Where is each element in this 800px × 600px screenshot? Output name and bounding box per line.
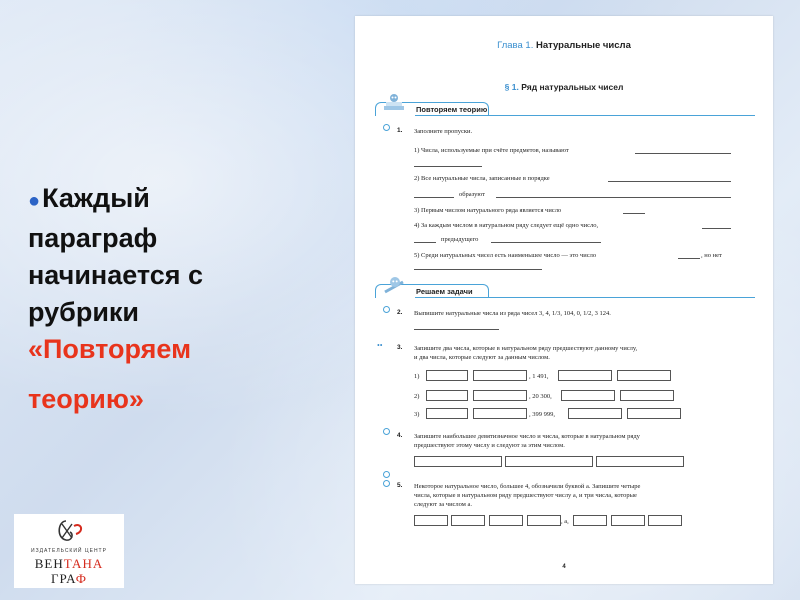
publisher-logo — [14, 514, 124, 588]
answer-box[interactable] — [617, 370, 671, 381]
task-1-line-5: 4) За каждым числом в натуральном ряду следует ещё одно число, — [414, 222, 599, 229]
logo-mark-icon — [52, 518, 86, 544]
owl-books-icon — [381, 92, 407, 114]
circle-marker-icon — [383, 124, 390, 131]
circle-marker-icon — [383, 471, 390, 478]
answer-box[interactable] — [611, 515, 645, 526]
task-3-row-1-value: , 1 491, — [529, 373, 549, 380]
bullet-text — [28, 180, 328, 418]
task-5-text-1: Некоторое натуральное число, большее 4, обозначили буквой a. Запишите четыре — [414, 483, 641, 490]
answer-box[interactable] — [505, 456, 593, 467]
answer-box[interactable] — [568, 408, 622, 419]
answer-box[interactable] — [426, 370, 468, 381]
rubric-theory-label: Повторяем теорию — [416, 105, 488, 114]
bullet-dot-icon: ● — [28, 190, 41, 212]
task-5-letter: , a, — [561, 518, 569, 525]
task-3-row-1-label: 1) — [414, 373, 420, 380]
task-1-line-7b: , но нет — [701, 252, 722, 259]
answer-box[interactable] — [573, 515, 607, 526]
task-4-text-1: Запишите наибольшее девятизначное число и числа, которые в натуральном ряду — [414, 433, 640, 440]
bullet-highlight-2: теорию» — [28, 384, 144, 414]
answer-box[interactable] — [473, 390, 527, 401]
task-5-text-3: следуют за числом a. — [414, 501, 473, 508]
bullet-line-4: рубрики — [28, 297, 140, 327]
task-4-number: 4. — [397, 432, 403, 439]
task-1-number: 1. — [397, 127, 403, 134]
circle-marker-icon — [383, 306, 390, 313]
task-1-text: Заполните пропуски. — [414, 128, 473, 135]
chapter-title: Глава 1. Натуральные числа — [497, 40, 631, 51]
answer-box[interactable] — [426, 390, 468, 401]
task-5-text-2: числа, которые в натуральном ряду предшествуют числу a, и три числа, которые — [414, 492, 637, 499]
task-2-number: 2. — [397, 309, 403, 316]
answer-box[interactable] — [414, 456, 502, 467]
rubric-tasks-label: Решаем задачи — [416, 287, 473, 296]
bullet-line-2: параграф — [28, 223, 158, 253]
task-1-line-1: 1) Числа, используемые при счёте предметов, называют — [414, 147, 569, 154]
page-number: 4 — [562, 564, 566, 570]
task-3-row-2-label: 2) — [414, 393, 420, 400]
answer-box[interactable] — [414, 515, 448, 526]
rubric-tasks — [375, 284, 755, 300]
bullet-highlight-1: «Повторяем — [28, 334, 192, 364]
answer-box[interactable] — [627, 408, 681, 419]
answer-box[interactable] — [558, 370, 612, 381]
task-3-row-2-value: , 20 300, — [529, 393, 552, 400]
task-1-line-4: 3) Первым числом натурального ряда является число — [414, 207, 562, 214]
answer-box[interactable] — [473, 370, 527, 381]
rubric-theory — [375, 102, 755, 118]
logo-publisher-text: ИЗДАТЕЛЬСКИЙ ЦЕНТР — [31, 548, 107, 554]
owl-pencil-icon — [381, 274, 407, 296]
bullet-line-3: начинается с — [28, 260, 204, 290]
task-1-line-6: предыдущего — [441, 236, 479, 243]
paragraph-title: § 1. Ряд натуральных чисел — [504, 82, 624, 92]
task-4-text-2: предшествуют этому числу и следуют за этим числом. — [414, 442, 565, 449]
task-5-number: 5. — [397, 482, 403, 489]
task-3-row-3-value: , 399 999, — [529, 411, 555, 418]
answer-box[interactable] — [451, 515, 485, 526]
answer-box[interactable] — [426, 408, 468, 419]
task-3-text-2: и два числа, которые следуют за данным числом. — [414, 354, 550, 361]
logo-line-1: ВЕНТАНА — [34, 556, 104, 571]
task-3-row-3-label: 3) — [414, 411, 420, 418]
task-1-line-3: образуют — [459, 191, 485, 198]
task-1-line-2: 2) Все натуральные числа, записанные в порядке — [414, 175, 550, 182]
answer-box[interactable] — [527, 515, 561, 526]
answer-box[interactable] — [561, 390, 615, 401]
answer-box[interactable] — [473, 408, 527, 419]
circle-marker-icon — [383, 428, 390, 435]
answer-box[interactable] — [489, 515, 523, 526]
bullet-line-1: Каждый — [42, 183, 150, 213]
answer-box[interactable] — [620, 390, 674, 401]
logo-line-2: ГРАФ — [51, 571, 87, 586]
textbook-page — [355, 16, 773, 584]
task-1-line-7: 5) Среди натуральных чисел есть наименьшее число — это число — [414, 252, 597, 259]
task-2-text: Выпишите натуральные числа из ряда чисел 3, 4, 1/3, 104, 0, 1/2, 3 124. — [414, 310, 611, 317]
answer-box[interactable] — [596, 456, 684, 467]
circle-marker-icon — [383, 480, 390, 487]
dash-marker-icon: •• — [377, 341, 383, 350]
task-3-number: 3. — [397, 344, 403, 351]
task-3-text-1: Запишите два числа, которые в натуральном ряду предшествуют данному числу, — [414, 345, 638, 352]
answer-box[interactable] — [648, 515, 682, 526]
